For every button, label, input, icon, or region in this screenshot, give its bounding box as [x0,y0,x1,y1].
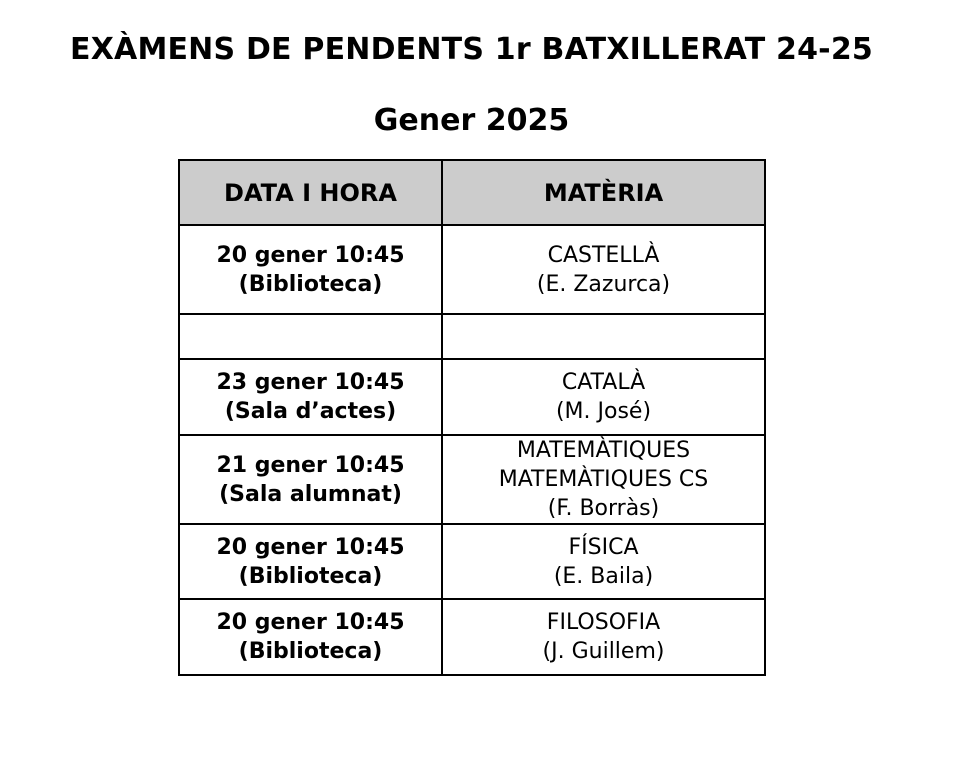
teacher-name: (E. Baila) [553,563,654,589]
date-time-text: 21 gener 10:45 [216,452,405,478]
subject-cell [442,225,765,314]
location-text: (Sala d’actes) [224,399,397,424]
subject-name: CASTELLÀ [547,242,660,268]
table-row [179,524,765,599]
table-row-empty [179,314,765,359]
teacher-name: (M. José) [555,399,652,424]
location-text: (Biblioteca) [238,639,383,664]
table-header-row [179,160,765,225]
subject-name: FÍSICA [568,534,639,560]
date-time-text: 23 gener 10:45 [216,370,405,395]
table-row [179,359,765,435]
subject-cell [442,359,765,435]
date-time-text: 20 gener 10:45 [216,610,405,635]
subject-cell [442,314,765,359]
date-time-text: 20 gener 10:45 [216,242,405,268]
header-date-time: DATA I HORA [179,160,442,225]
teacher-name: (F. Borràs) [547,496,660,521]
location-text: (Biblioteca) [238,271,383,297]
subject-name: FILOSOFIA [546,610,661,635]
subject-cell [442,524,765,599]
date-cell [179,435,442,524]
subject-cell [442,599,765,675]
subject-name: MATEMÀTIQUES [516,438,691,463]
table-row [179,599,765,675]
date-cell [179,599,442,675]
table-row [179,435,765,524]
exam-schedule-table [178,159,766,676]
location-text: (Sala alumnat) [219,481,402,507]
date-time-text: 20 gener 10:45 [216,534,405,560]
teacher-name: (E. Zazurca) [536,271,671,297]
page-title: EXÀMENS DE PENDENTS 1r BATXILLERAT 24-25 [70,32,873,67]
page-subtitle: Gener 2025 [373,103,570,138]
location-text: (Biblioteca) [238,563,383,589]
date-cell [179,359,442,435]
date-cell [179,314,442,359]
subject-name-2: MATEMÀTIQUES CS [498,467,709,492]
teacher-name: (J. Guillem) [542,639,665,664]
date-cell [179,225,442,314]
subject-cell [442,435,765,524]
table-row [179,225,765,314]
subject-name: CATALÀ [561,370,646,395]
date-cell [179,524,442,599]
header-subject: MATÈRIA [442,160,765,225]
